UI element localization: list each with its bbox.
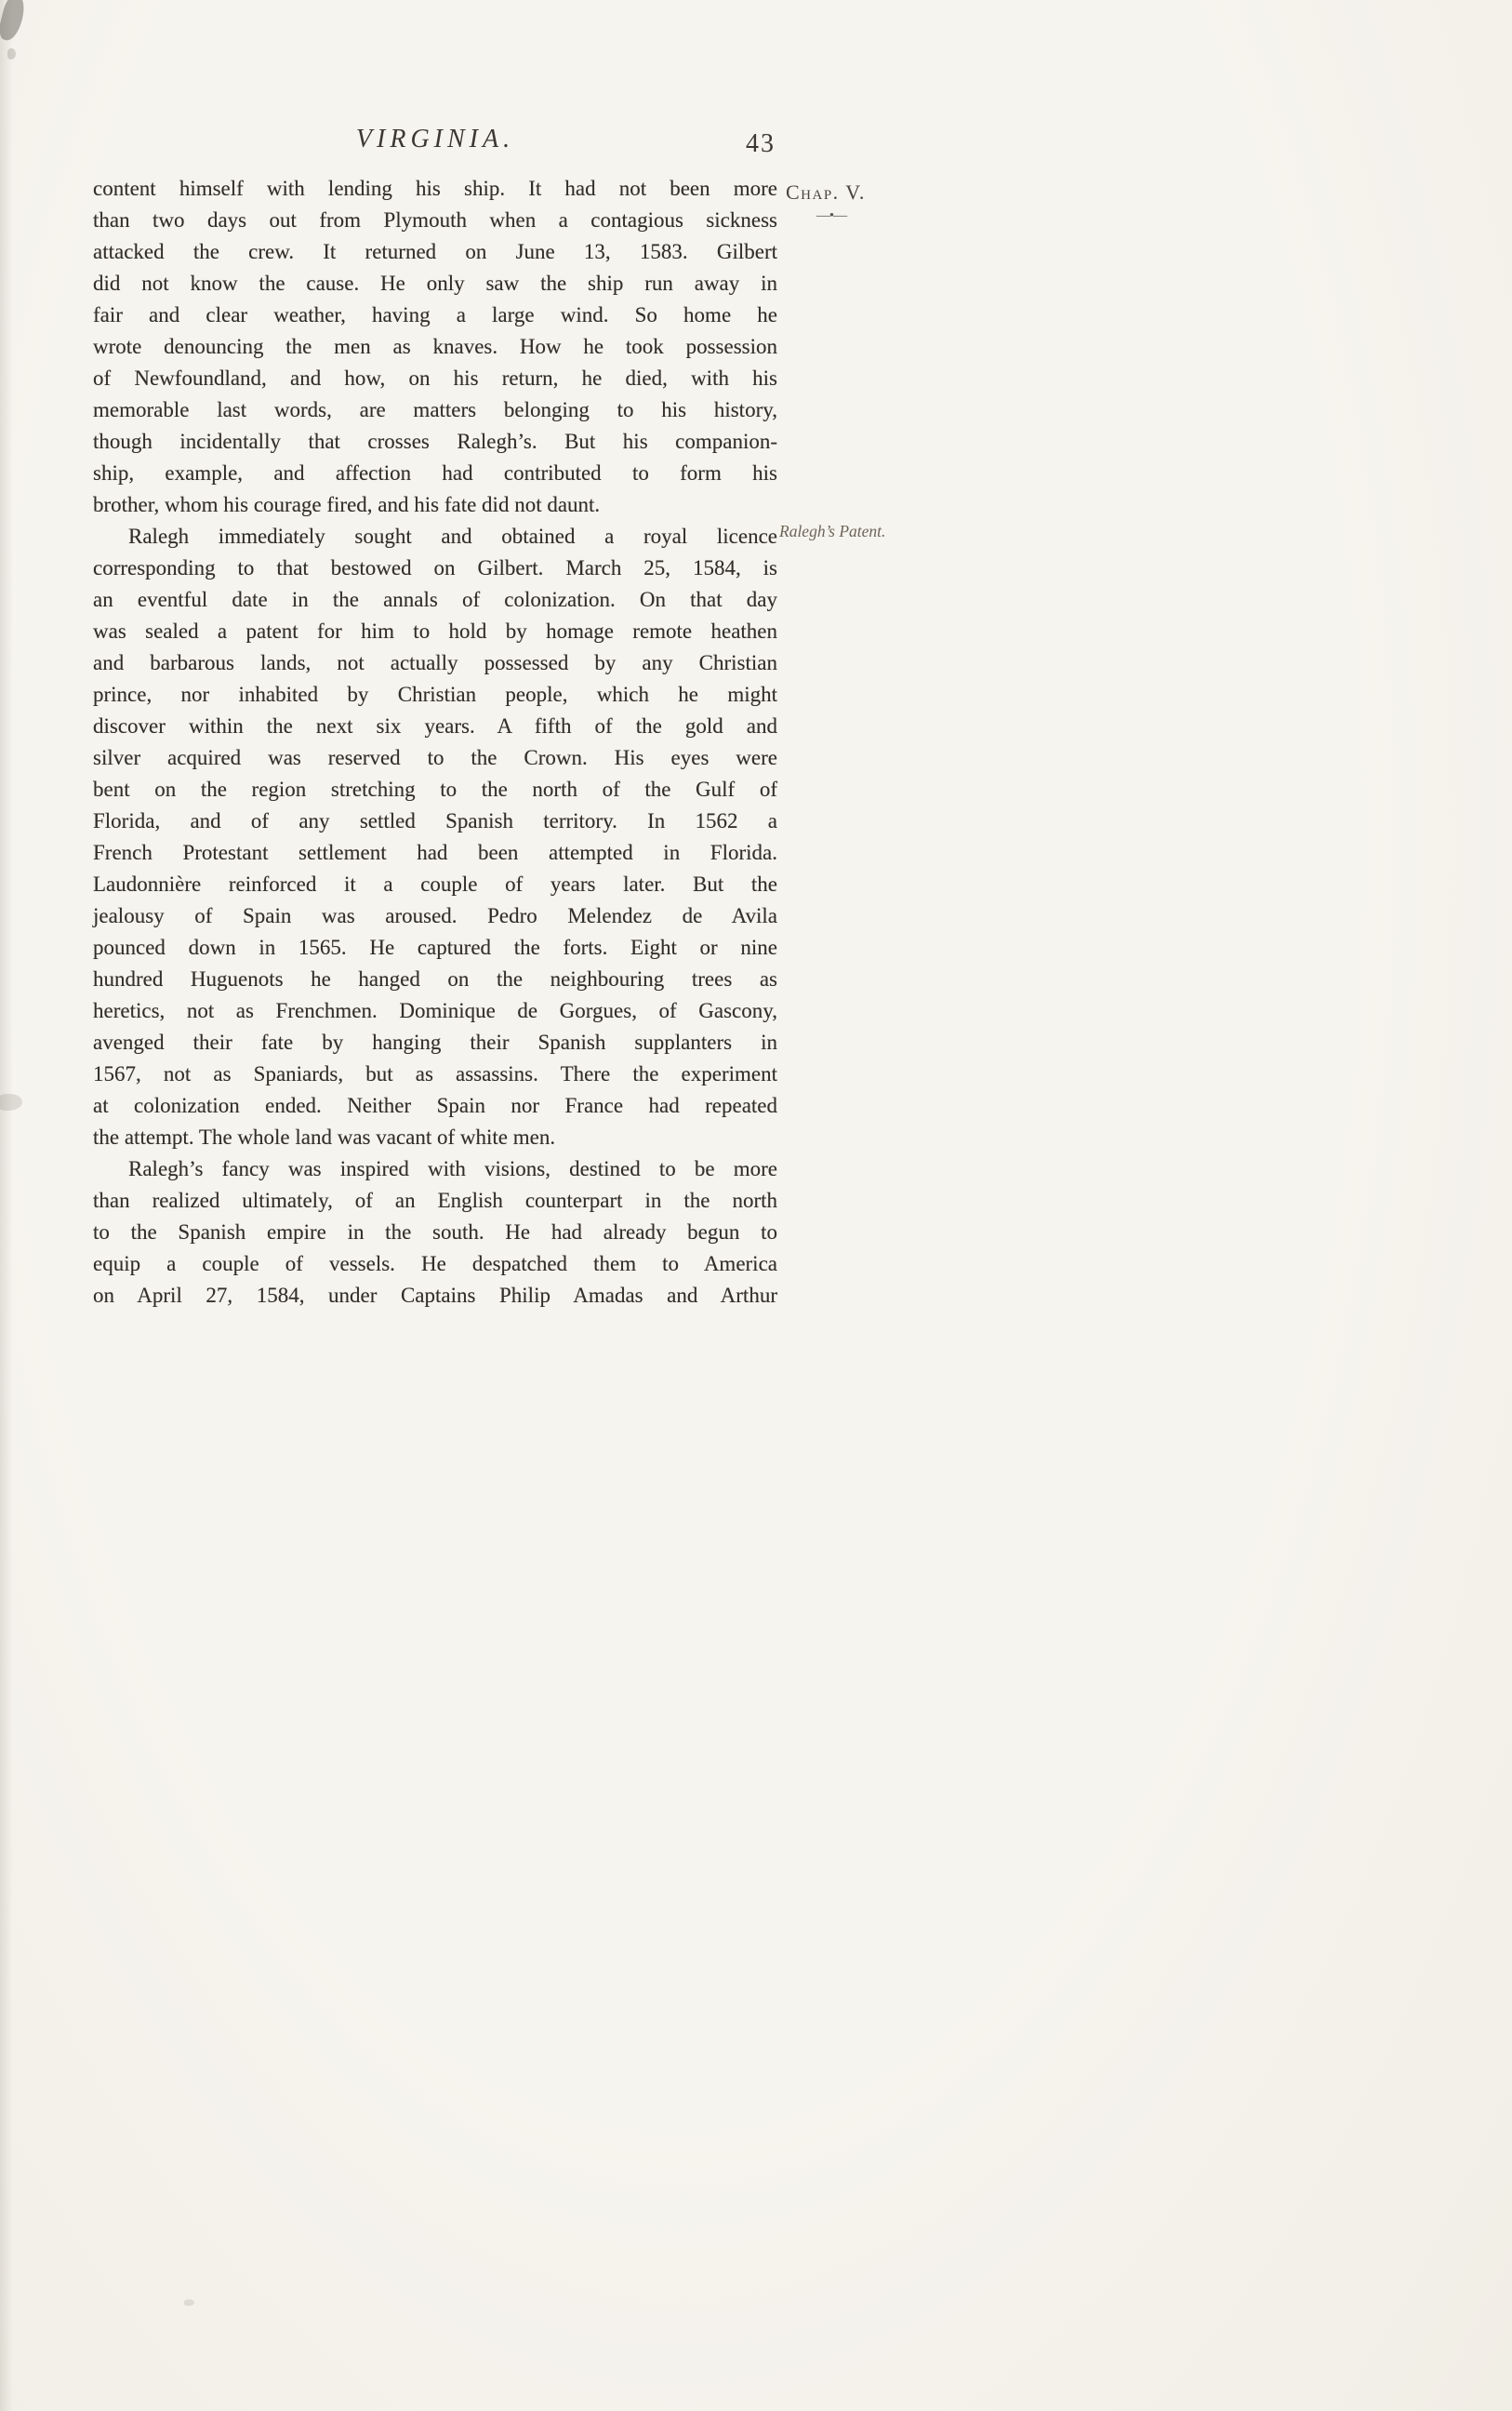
text-line: on April 27, 1584, under Captains Philip Amadas and Arthur xyxy=(93,1284,777,1307)
text-line: discover within the next six years. A fifth of the gold and xyxy=(93,714,777,738)
text-line: Ralegh’s fancy was inspired with visions, destined to be more xyxy=(128,1157,777,1180)
text-line: wrote denouncing the men as knaves. How he took possession xyxy=(93,335,777,358)
text-line: corresponding to that bestowed on Gilbert. March 25, 1584, is xyxy=(93,556,777,579)
page-edge-shadow xyxy=(0,0,13,2411)
paragraph xyxy=(93,521,777,1153)
text-line: prince, nor inhabited by Christian people, which he might xyxy=(93,683,777,706)
text-line: hundred Huguenots he hanged on the neighbouring trees as xyxy=(93,967,777,991)
text-line: Laudonnière reinforced it a couple of years later. But the xyxy=(93,872,777,896)
text-line: the attempt. The whole land was vacant of white men. xyxy=(93,1126,556,1149)
text-line: though incidentally that crosses Ralegh’s. But his companion- xyxy=(93,430,777,453)
text-line: fair and clear weather, having a large wind. So home he xyxy=(93,303,777,326)
text-line: of Newfoundland, and how, on his return, he died, with his xyxy=(93,366,777,390)
text-line: brother, whom his courage fired, and his fate did not daunt. xyxy=(93,493,601,516)
text-line: 1567, not as Spaniards, but as assassins. There the experiment xyxy=(93,1062,777,1086)
text-line: silver acquired was reserved to the Crown. His eyes were xyxy=(93,746,777,769)
text-line: than two days out from Plymouth when a contagious sickness xyxy=(93,208,777,232)
text-line: an eventful date in the annals of colonization. On that day xyxy=(93,588,777,611)
text-line: Florida, and of any settled Spanish territory. In 1562 a xyxy=(93,809,777,833)
scan-artifact xyxy=(184,2299,194,2306)
text-line: was sealed a patent for him to hold by homage remote heathen xyxy=(93,619,777,643)
page-number: 43 xyxy=(746,129,776,158)
scan-artifact xyxy=(7,48,16,60)
text-line: jealousy of Spain was aroused. Pedro Melendez de Avila xyxy=(93,904,777,927)
text-line: heretics, not as Frenchmen. Dominique de Gorgues, of Gascony, xyxy=(93,999,777,1022)
text-line: avenged their fate by hanging their Spanish supplanters in xyxy=(93,1031,777,1054)
text-line: Ralegh immediately sought and obtained a royal licence xyxy=(128,525,777,548)
page-header xyxy=(93,125,777,167)
text-line: ship, example, and affection had contributed to form his xyxy=(93,461,777,485)
text-line: memorable last words, are matters belonging to his history, xyxy=(93,398,777,421)
margin-chapter-label: Chap. V. xyxy=(786,180,866,204)
text-line: French Protestant settlement had been attempted in Florida. xyxy=(93,841,777,864)
scan-artifact xyxy=(0,1094,22,1111)
text-line: bent on the region stretching to the north of the Gulf of xyxy=(93,778,777,801)
text-line: at colonization ended. Neither Spain nor France had repeated xyxy=(93,1094,777,1117)
text-line: did not know the cause. He only saw the ship run away in xyxy=(93,272,777,295)
scan-artifact xyxy=(0,0,28,43)
margin-side-note: Ralegh’s Patent. xyxy=(779,522,886,540)
paragraph xyxy=(93,1153,777,1312)
text-line: to the Spanish empire in the south. He had already begun to xyxy=(93,1220,777,1244)
running-title: VIRGINIA. xyxy=(355,125,515,153)
chapter-ornament: —•— xyxy=(816,208,847,223)
text-column xyxy=(93,173,777,1312)
text-line: and barbarous lands, not actually possessed by any Christian xyxy=(93,651,777,674)
text-line: than realized ultimately, of an English counterpart in the north xyxy=(93,1189,777,1212)
text-line: content himself with lending his ship. It had not been more xyxy=(93,177,777,200)
text-line: equip a couple of vessels. He despatched them to America xyxy=(93,1252,777,1275)
paragraph xyxy=(93,173,777,521)
text-line: attacked the crew. It returned on June 13, 1583. Gilbert xyxy=(93,240,777,263)
text-line: pounced down in 1565. He captured the forts. Eight or nine xyxy=(93,936,777,959)
